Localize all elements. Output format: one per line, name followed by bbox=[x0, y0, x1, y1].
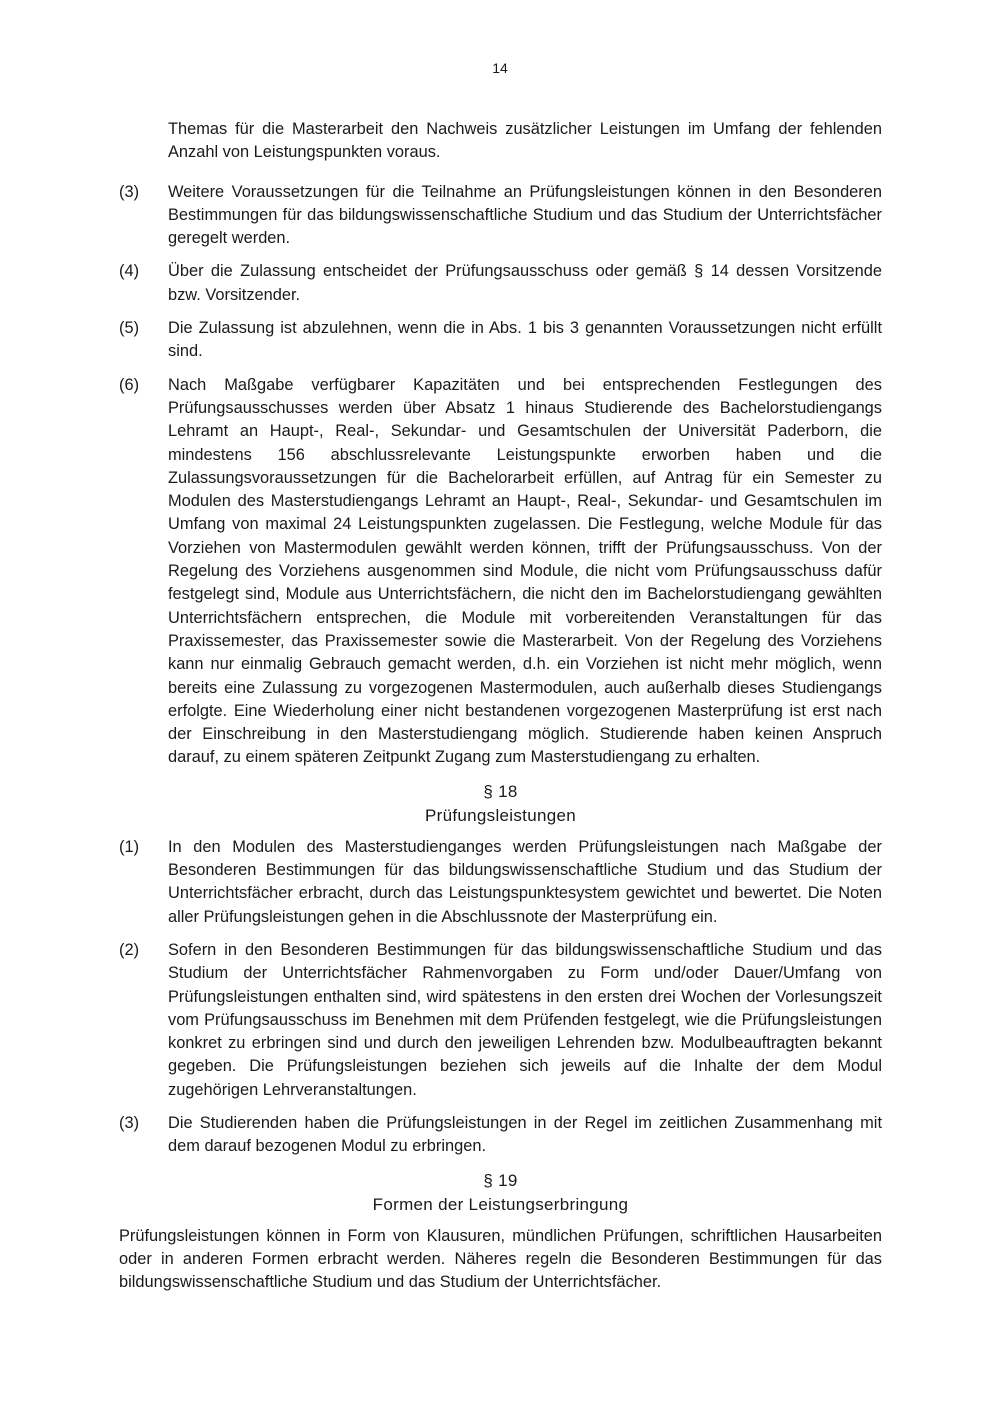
paragraph-text: Die Zulassung ist abzulehnen, wenn die in Abs. 1 bis 3 genannten Voraussetzungen nicht erfüllt sind. bbox=[168, 319, 882, 361]
paragraph-17-5 bbox=[119, 317, 882, 364]
paragraph-text: Sofern in den Besonderen Bestimmungen für das bildungswissenschaftliche Studium und das Studium der Unterrichtsfächer Rahmenvorgaben zu Form und/oder Dauer/Umfang von Prüfungsleistungen enthalten sind, wird spätestens in den ersten drei Wochen der Vorlesungszeit vom Prüfungsausschuss im Benehmen mit dem Prüfenden festgelegt, wie die Prüfungsleistungen konkret zu erbringen sind und durch den jeweiligen Lehrenden bzw. Modulbeauftragten bekannt gegeben. Die Prüfungsleistungen beziehen sich jeweils auf die Inhalte der dem Modul zugehörigen Lehrveranstaltungen. bbox=[168, 940, 882, 1099]
intro-continuation bbox=[119, 118, 882, 165]
page-number: 14 bbox=[492, 60, 508, 76]
paragraph-text: Nach Maßgabe verfügbarer Kapazitäten und bei entsprechenden Festlegungen des Prüfungsausschusses werden über Absatz 1 hinaus Studierende des Bachelorstudiengangs Lehramt an Haupt-, Real-, Sekundar- und Gesamtschulen der Universität Paderborn, die mindestens 156 abschlussrelevante Leistungspunkte erworben haben und die Zulassungsvoraussetzungen für die Bachelorarbeit erfüllen, auf Antrag für ein Semester zu Modulen des Masterstudiengangs Lehramt an Haupt-, Real-, Sekundar- und Gesamtschulen im Umfang von maximal 24 Leistungspunkten zugelassen. Die Festlegung, welche Module für das Vorziehen von Mastermodulen gewählt werden können, trifft der Prüfungsausschuss. Von der Regelung des Vorziehens ausgenommen sind Module, die nicht vom Prüfungsausschuss dafür festgelegt sind, Module aus Unterrichtsfächern, die nicht den im Bachelorstudiengang gewählten Unterrichtsfächern entsprechen, die Module mit vorbereitenden Veranstaltungen für das Praxissemester, das Praxissemester sowie die Masterarbeit. Von der Regelung des Vorziehens kann nur einmalig Gebrauch gemacht werden, d.h. ein Vorziehen ist nicht mehr möglich, wenn bereits eine Zulassung zu vorgezogenen Mastermodulen, auch außerhalb dieses Studiengangs erfolgte. Eine Wiederholung einer nicht bestandenen vorgezogenen Masterprüfung ist erst nach der Einschreibung in den Masterstudiengang möglich. Studierende haben keinen Anspruch darauf, zu einem späteren Zeitpunkt Zugang zum Masterstudiengang zu erhalten. bbox=[168, 375, 882, 767]
paragraph-18-2 bbox=[119, 939, 882, 1102]
paragraph-text: Über die Zulassung entscheidet der Prüfungsausschuss oder gemäß § 14 dessen Vorsitzende bzw. Vorsitzender. bbox=[168, 262, 882, 304]
paragraph-number: (6) bbox=[119, 375, 140, 394]
paragraph-text: Die Studierenden haben die Prüfungsleistungen in der Regel im zeitlichen Zusammenhang mit dem darauf bezogenen Modul zu erbringen. bbox=[168, 1113, 882, 1156]
paragraph-17-3 bbox=[119, 181, 882, 251]
paragraph-18-3 bbox=[119, 1112, 882, 1159]
paragraph-18-1 bbox=[119, 836, 882, 929]
paragraph-17-6 bbox=[119, 374, 882, 770]
paragraph-number: (1) bbox=[119, 837, 140, 856]
section-title: Prüfungsleistungen bbox=[425, 805, 576, 825]
paragraph-number: (3) bbox=[119, 182, 140, 201]
section-19-heading bbox=[119, 1169, 882, 1217]
section-title: Formen der Leistungserbringung bbox=[372, 1194, 629, 1214]
section-19-text: Prüfungsleistungen können in Form von Klausuren, mündlichen Prüfungen, schriftlichen Hausarbeiten oder in anderen Formen erbracht werden. Näheres regeln die Besonderen Bestimmungen für das bildungswissenschaftliche Studium und das Studium der Unterrichtsfächer. bbox=[119, 1226, 882, 1292]
section-18-heading bbox=[119, 780, 882, 828]
paragraph-number: (2) bbox=[119, 940, 140, 959]
section-number: § 18 bbox=[483, 781, 518, 801]
page-content bbox=[119, 118, 882, 1294]
paragraph-number: (4) bbox=[119, 262, 140, 281]
paragraph-text: Weitere Voraussetzungen für die Teilnahme an Prüfungsleistungen können in den Besonderen Bestimmungen für das bildungswissenschaftliche Studium und das Studium der Unterrichtsfächer geregelt werden. bbox=[168, 182, 882, 248]
paragraph-number: (3) bbox=[119, 1113, 140, 1132]
section-number: § 19 bbox=[483, 1170, 518, 1190]
paragraph-17-4 bbox=[119, 260, 882, 307]
paragraph-text: In den Modulen des Masterstudienganges werden Prüfungsleistungen nach Maßgabe der Besonderen Bestimmungen für das bildungswissenschaftliche Studium und das Studium der Unterrichtsfächer erbracht, durch das Leistungspunktesystem gewichtet und bewertet. Die Noten aller Prüfungsleistungen gehen in die Abschlussnote der Masterprüfung ein. bbox=[168, 837, 882, 926]
paragraph-number: (5) bbox=[119, 319, 140, 338]
paragraph-text: Themas für die Masterarbeit den Nachweis zusätzlicher Leistungen im Umfang der fehlenden Anzahl von Leistungspunkten voraus. bbox=[168, 120, 882, 162]
